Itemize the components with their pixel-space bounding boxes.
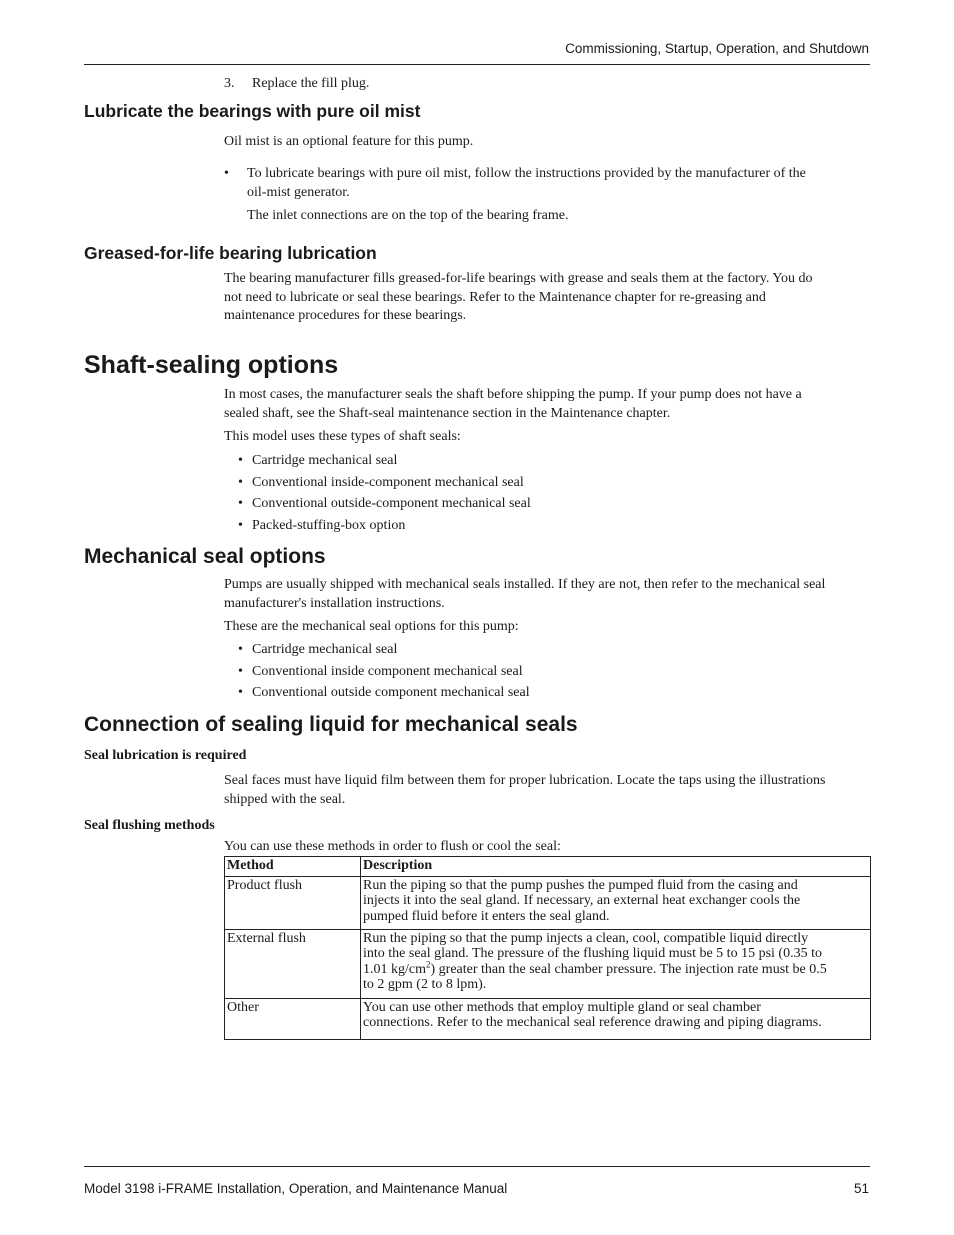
subheading-seal-lubrication: Seal lubrication is required [84, 748, 247, 763]
mech-seal-options-list [238, 639, 530, 704]
list-item: • Conventional outside-component mechanical seal [238, 493, 531, 515]
heading-greased-for-life: Greased-for-life bearing lubrication [84, 243, 377, 263]
description-cell [361, 998, 871, 1039]
description-line: into the seal gland. The pressure of the flushing liquid must be 5 to 15 psi (0.35 to [363, 946, 822, 961]
seal-lubrication-line2: shipped with the seal. [224, 792, 346, 807]
list-item: • Cartridge mechanical seal [238, 450, 531, 472]
description-line: connections. Refer to the mechanical seal reference drawing and piping diagrams. [363, 1015, 822, 1030]
running-header: Commissioning, Startup, Operation, and Shutdown [565, 41, 869, 56]
description-line [363, 958, 868, 978]
description-line: Run the piping so that the pump pushes the pumped fluid from the casing and [363, 877, 798, 893]
greased-line1: The bearing manufacturer fills greased-for-life bearings with grease and seals them at the factory. You do [224, 271, 813, 286]
footer-rule [84, 1166, 870, 1167]
seal-lubrication-line1: Seal faces must have liquid film between them for proper lubrication. Locate the taps using the illustrations [224, 773, 826, 788]
oil-mist-bullet-line2: oil-mist generator. [247, 185, 350, 200]
footer-manual-title: Model 3198 i-FRAME Installation, Operation, and Maintenance Manual [84, 1181, 508, 1196]
bullet-marker: • [224, 166, 229, 181]
header-rule [84, 64, 870, 65]
subheading-seal-flushing: Seal flushing methods [84, 818, 215, 833]
greased-line3: maintenance procedures for these bearings. [224, 308, 467, 323]
table-row [225, 876, 871, 929]
table-row [225, 998, 871, 1039]
heading-shaft-sealing: Shaft-sealing options [84, 351, 339, 379]
description-cell [361, 929, 871, 998]
description-text: ) greater than the seal chamber pressure. The injection rate must be 0.5 [430, 961, 827, 977]
list-item: • Cartridge mechanical seal [238, 639, 530, 661]
description-line: pumped fluid before it enters the seal gland. [363, 908, 610, 924]
method-cell: Product flush [225, 876, 361, 929]
description-line: injects it into the seal gland. If necessary, an external heat exchanger cools the [363, 893, 801, 908]
heading-oil-mist: Lubricate the bearings with pure oil mist [84, 101, 421, 121]
list-item: • Conventional inside component mechanical seal [238, 661, 530, 683]
method-cell: Other [225, 998, 361, 1039]
shaft-seal-types-intro: This model uses these types of shaft seals: [224, 429, 461, 444]
step-text: Replace the fill plug. [252, 76, 370, 91]
step-number: 3. [224, 76, 235, 91]
heading-mechanical-seal-options: Mechanical seal options [84, 545, 326, 568]
list-item: • Packed-stuffing-box option [238, 515, 531, 537]
oil-mist-intro: Oil mist is an optional feature for this pump. [224, 134, 474, 149]
table-row [225, 929, 871, 998]
mech-seal-line2: manufacturer's installation instructions. [224, 596, 445, 611]
table-header-row [225, 857, 871, 877]
seal-flushing-intro: You can use these methods in order to flush or cool the seal: [224, 839, 561, 854]
superscript: 2 [426, 958, 431, 969]
oil-mist-note: The inlet connections are on the top of the bearing frame. [247, 208, 569, 223]
description-cell [361, 876, 871, 929]
flushing-methods-table [224, 856, 871, 1040]
shaft-seal-types-list [238, 450, 531, 536]
column-header-description: Description [361, 857, 871, 877]
greased-line2: not need to lubricate or seal these bearings. Refer to the Maintenance chapter for re-greasing and [224, 290, 766, 305]
description-text: 1.01 kg/cm [363, 961, 426, 977]
oil-mist-bullet-line1: To lubricate bearings with pure oil mist, follow the instructions provided by the manufacturer of the [247, 166, 806, 181]
list-item: • Conventional inside-component mechanical seal [238, 472, 531, 494]
mech-seal-options-intro: These are the mechanical seal options for this pump: [224, 619, 519, 634]
mech-seal-line1: Pumps are usually shipped with mechanical seals installed. If they are not, then refer to the mechanical seal [224, 577, 826, 592]
shaft-sealing-line2: sealed shaft, see the Shaft-seal maintenance section in the Maintenance chapter. [224, 406, 671, 421]
description-line: You can use other methods that employ multiple gland or seal chamber [363, 999, 761, 1015]
heading-connection-sealing-liquid: Connection of sealing liquid for mechanical seals [84, 713, 578, 736]
description-line: to 2 gpm (2 to 8 lpm). [363, 977, 487, 992]
page-number: 51 [853, 1181, 869, 1196]
description-line: Run the piping so that the pump injects a clean, cool, compatible liquid directly [363, 930, 809, 946]
column-header-method: Method [225, 857, 361, 877]
list-item: • Conventional outside component mechanical seal [238, 682, 530, 704]
shaft-sealing-line1: In most cases, the manufacturer seals the shaft before shipping the pump. If your pump does not have a [224, 387, 802, 402]
method-cell: External flush [225, 929, 361, 998]
